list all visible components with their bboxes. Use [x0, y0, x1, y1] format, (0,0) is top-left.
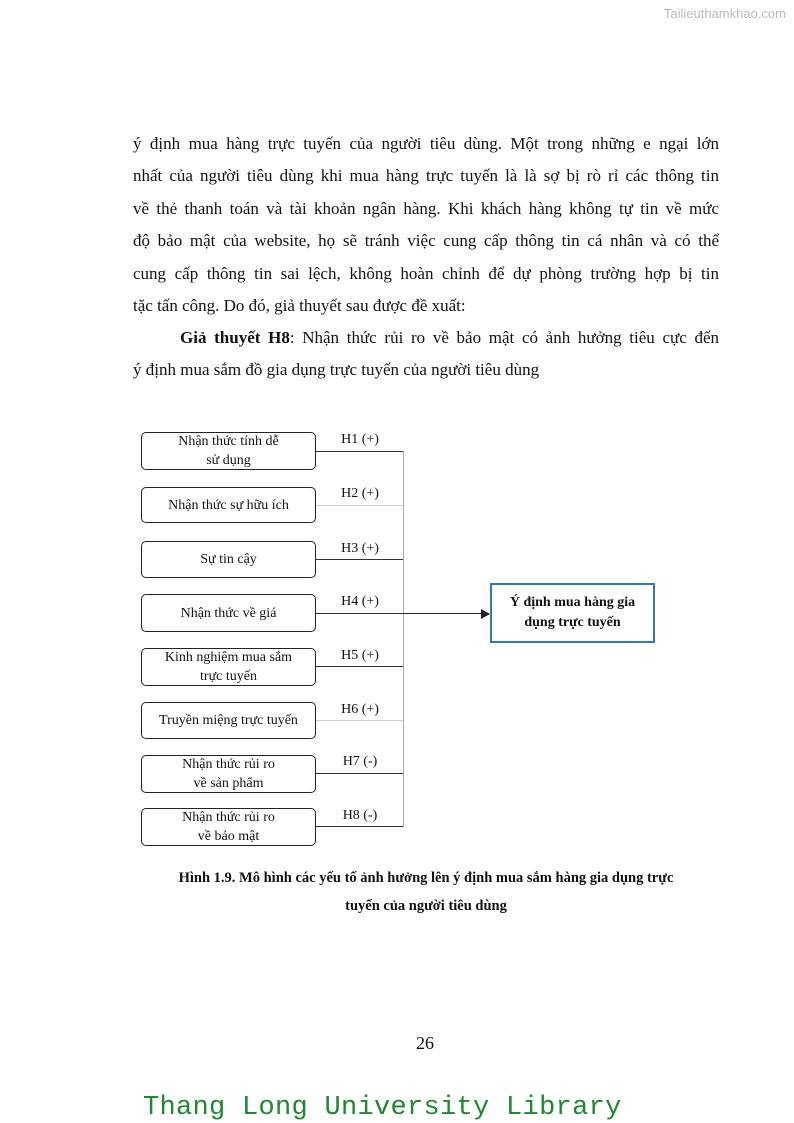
connector-vertical-line — [403, 451, 404, 827]
hypothesis-label: Giả thuyết H8 — [180, 328, 290, 347]
factor-label: trực tuyến — [200, 669, 257, 684]
caption-line: tuyến của người tiêu dùng — [345, 898, 507, 914]
factor-box-price — [141, 594, 316, 632]
library-footer: Thang Long University Library — [143, 1093, 622, 1123]
factor-box-trust — [141, 541, 316, 578]
hypothesis-label-h7: H7 (-) — [342, 754, 378, 769]
watermark: Tailieuthamkhao.com — [663, 6, 786, 21]
connector-line-h6 — [316, 720, 403, 721]
hypothesis-line-1 — [133, 322, 719, 354]
target-label: Ý định mua hàng gia — [509, 595, 636, 610]
connector-line-h7 — [316, 773, 403, 774]
factor-box-product-risk — [141, 755, 316, 793]
hypothesis-label-h4: H4 (+) — [341, 594, 379, 609]
arrowhead-icon — [481, 609, 490, 619]
factor-label: sử dụng — [206, 453, 251, 468]
body-paragraph — [133, 128, 719, 322]
hypothesis-text: : Nhận thức rủi ro về bảo mật có ảnh hưởng tiêu cực đến — [289, 328, 720, 347]
connector-line-h1 — [316, 451, 403, 452]
page-number: 26 — [416, 1033, 434, 1053]
factor-label: Nhận thức sự hữu ích — [168, 497, 289, 513]
factor-label: về sản phẩm — [193, 776, 264, 791]
factor-label: Truyền miệng trực tuyến — [159, 713, 298, 728]
hypothesis-paragraph — [133, 322, 719, 387]
factor-box-ease-of-use — [141, 432, 316, 470]
paragraph-line: ý định mua hàng trực tuyến của người tiêu dùng. Một trong những e ngại lớn — [133, 134, 719, 153]
factor-label: Nhận thức về giá — [180, 605, 277, 621]
paragraph-line: tặc tấn công. Do đó, giả thuyết sau được đề xuất: — [133, 296, 466, 316]
factor-box-usefulness — [141, 487, 316, 523]
hypothesis-label-h1: H1 (+) — [341, 432, 379, 447]
factor-box-ewom — [141, 702, 316, 739]
factor-label: về bảo mật — [197, 829, 260, 844]
hypothesis-label-h5: H5 (+) — [341, 648, 379, 663]
factor-label: Nhận thức tính dễ — [178, 434, 279, 449]
hypothesis-line-2: ý định mua sắm đồ gia dụng trực tuyến của người tiêu dùng — [133, 360, 540, 380]
factor-box-experience — [141, 648, 316, 686]
caption-line: Hình 1.9. Mô hình các yếu tố ảnh hưởng lên ý định mua sắm hàng gia dụng trực — [178, 870, 674, 886]
connector-line-h5 — [316, 666, 403, 667]
factor-label: Sự tin cậy — [200, 552, 257, 567]
hypothesis-label-h2: H2 (+) — [341, 486, 379, 501]
target-label: dụng trực tuyến — [524, 615, 621, 630]
paragraph-line: độ bảo mật của website, họ sẽ tránh việc cung cấp thông tin cá nhân và có thể — [133, 231, 719, 251]
hypothesis-label-h8: H8 (-) — [342, 808, 378, 823]
connector-line-h2 — [316, 505, 403, 506]
arrow-line — [403, 613, 489, 614]
factor-label: Kinh nghiệm mua sắm — [164, 650, 293, 665]
factor-box-security-risk — [141, 808, 316, 846]
paragraph-line: cung cấp thông tin sai lệch, không hoàn chỉnh để dự phòng trường hợp bị tin — [133, 263, 719, 283]
paragraph-line: về thẻ thanh toán và tài khoản ngân hàng. Khi khách hàng không tự tin về mức — [133, 198, 719, 218]
connector-line-h3 — [316, 559, 403, 560]
connector-line-h4 — [316, 613, 403, 614]
hypothesis-label-h6: H6 (+) — [341, 702, 379, 717]
figure-caption — [133, 864, 719, 920]
target-box-purchase-intention — [490, 583, 655, 643]
factor-label: Nhận thức rủi ro — [182, 757, 275, 772]
connector-line-h8 — [316, 826, 403, 827]
factor-label: Nhận thức rủi ro — [182, 810, 275, 825]
paragraph-line: nhất của người tiêu dùng khi mua hàng trực tuyến là là sợ bị rò rỉ các thông tin — [133, 166, 719, 186]
hypothesis-label-h3: H3 (+) — [341, 541, 379, 556]
